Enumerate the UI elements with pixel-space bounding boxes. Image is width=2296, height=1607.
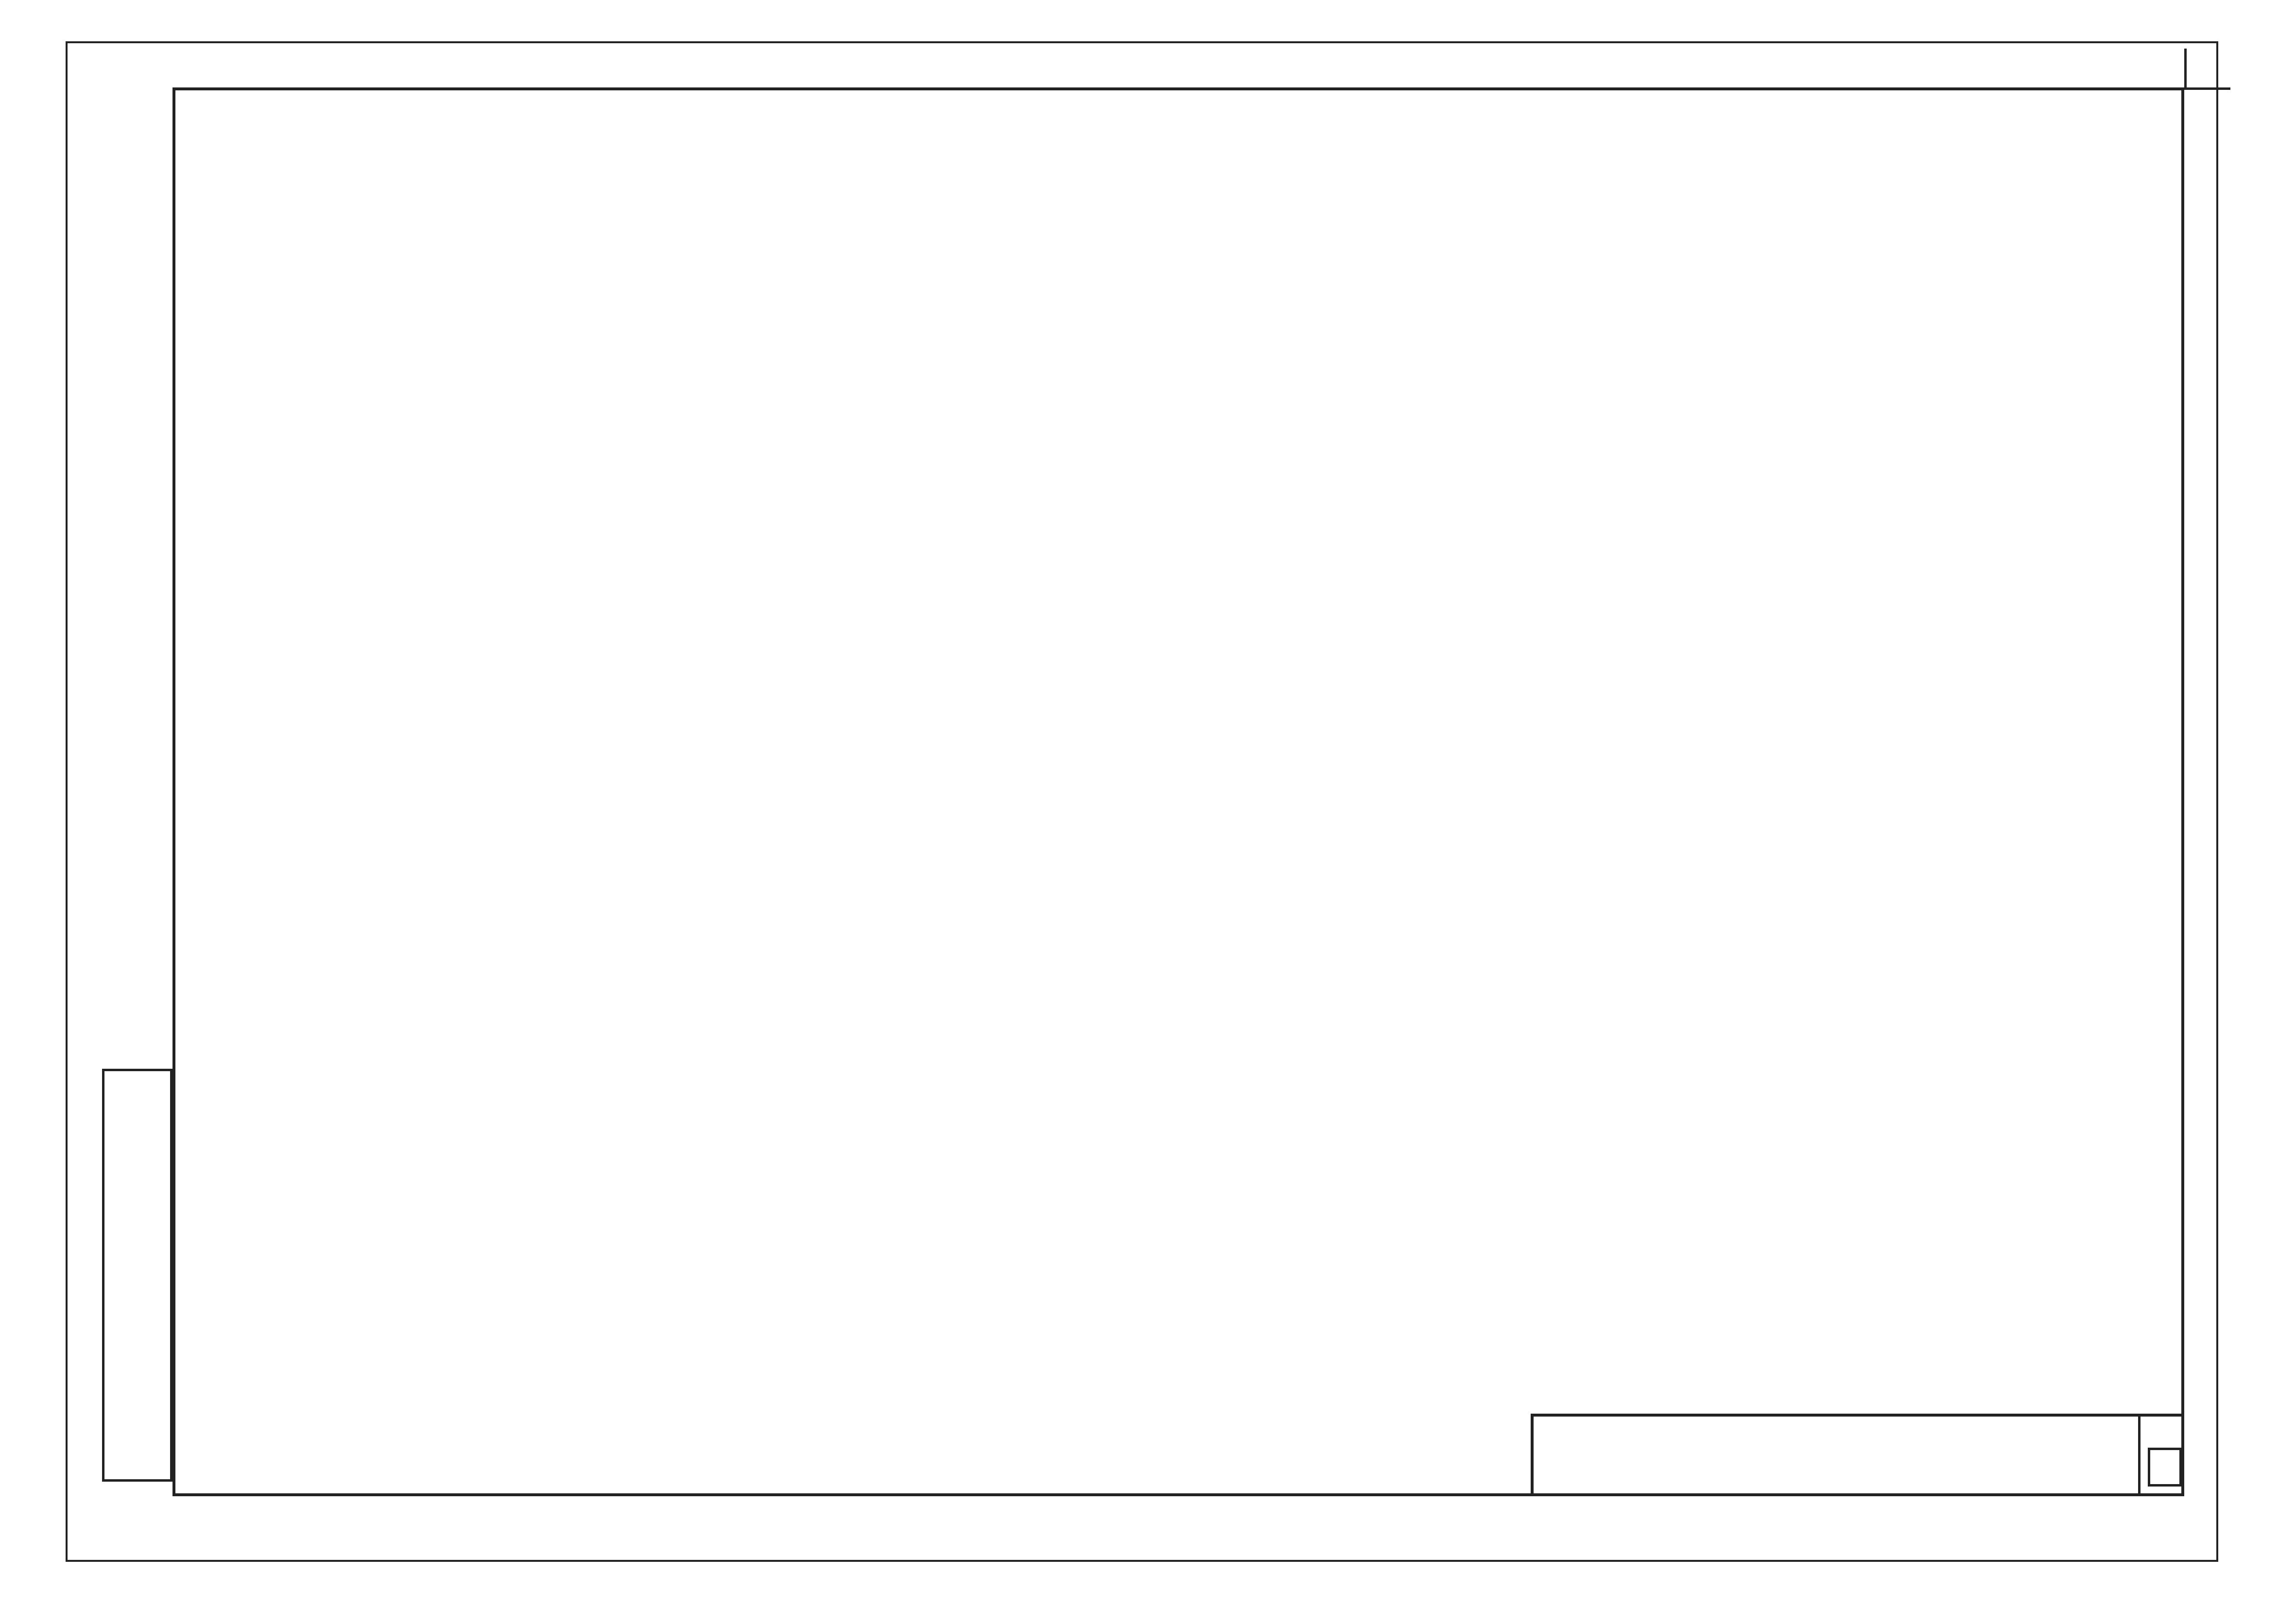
sheet-number (2148, 1448, 2182, 1487)
specification-table (174, 184, 2123, 1307)
sheet-corner-number (2184, 49, 2230, 90)
title-block (1531, 1414, 2184, 1496)
approval-sidebar (102, 1069, 173, 1482)
